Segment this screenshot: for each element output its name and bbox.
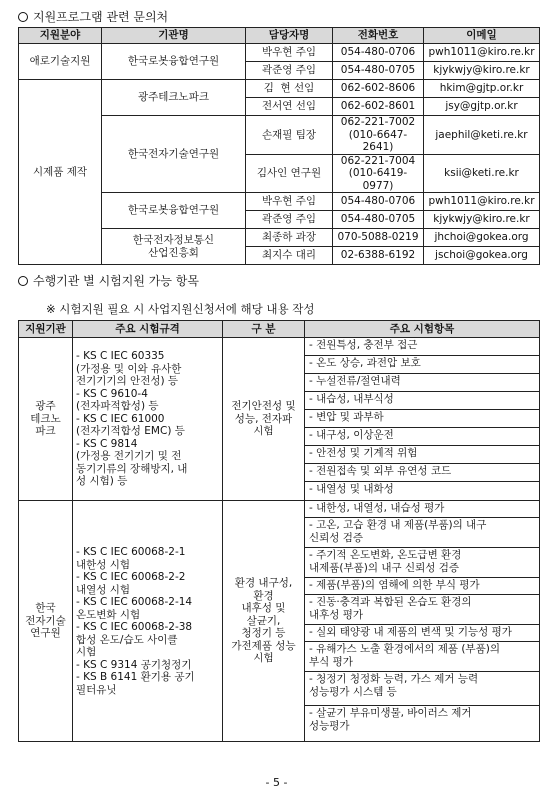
org-cell: 한국전자기술연구원 xyxy=(102,116,246,193)
list-item: - 내습성, 내부식성 xyxy=(305,392,539,410)
list-item: - 실외 태양광 내 제품의 변색 및 기능성 평가 xyxy=(305,625,539,642)
org-cell: 한국로봇융합연구원 xyxy=(102,193,246,229)
list-item: - 변압 및 과부하 xyxy=(305,410,539,428)
table-row xyxy=(19,501,540,742)
list-item: - 살균기 부유미생물, 바이러스 제거 성능평가 xyxy=(309,707,472,732)
list-item: - 전원특성, 충전부 접근 xyxy=(305,338,539,356)
phone-cell: 054-480-0705 xyxy=(333,62,424,80)
list-item: - 전원접속 및 외부 유연성 코드 xyxy=(305,464,539,482)
org-cell: 광주 테크노 파크 xyxy=(19,338,73,501)
phone-cell: 062-602-8601 xyxy=(333,98,424,116)
email-cell[interactable]: jschoi@gokea.org xyxy=(424,247,540,265)
header-category: 구 분 xyxy=(223,321,305,338)
list-item: - 진동·충격과 복합된 온습도 환경의 내후성 평가 xyxy=(305,595,539,625)
name-cell: 곽준영 주임 xyxy=(246,211,333,229)
tests-header-row xyxy=(19,321,540,338)
section1-heading xyxy=(18,8,168,25)
header-org: 지원기관 xyxy=(19,321,73,338)
org-cell: 광주테크노파크 xyxy=(102,80,246,116)
name-cell: 최종하 과장 xyxy=(246,229,333,247)
table-row xyxy=(19,338,540,501)
name-cell: 최지수 대리 xyxy=(246,247,333,265)
name-cell: 박우현 주임 xyxy=(246,44,333,62)
hollow-circle-icon xyxy=(18,12,28,22)
table-row xyxy=(19,80,540,98)
phone-cell: 054-480-0705 xyxy=(333,211,424,229)
email-cell[interactable]: kjykwjy@kiro.re.kr xyxy=(424,211,540,229)
field-cell: 시제품 제작 xyxy=(19,80,102,265)
email-cell[interactable]: jaephil@keti.re.kr xyxy=(424,116,540,155)
contacts-table xyxy=(18,27,540,265)
list-item: - 내열성 및 내화성 xyxy=(309,483,394,495)
header-phone: 전화번호 xyxy=(333,28,424,44)
list-item: - 청정기 청정화 능력, 가스 제거 능력 성능평가 시스템 등 xyxy=(305,672,539,706)
email-cell[interactable]: kjykwjy@kiro.re.kr xyxy=(424,62,540,80)
header-org: 기관명 xyxy=(102,28,246,44)
list-item: - 내구성, 이상운전 xyxy=(305,428,539,446)
org-cell: 한국 전자기술 연구원 xyxy=(19,501,73,742)
section2-heading xyxy=(18,272,199,289)
email-cell[interactable]: pwh1011@kiro.re.kr xyxy=(424,44,540,62)
name-cell: 박우현 주임 xyxy=(246,193,333,211)
name-cell: 김 현 선임 xyxy=(246,80,333,98)
org-cell: 한국로봇융합연구원 xyxy=(102,44,246,80)
list-item: - 제품(부품)의 염해에 의한 부식 평가 xyxy=(305,578,539,595)
email-cell[interactable]: hkim@gjtp.or.kr xyxy=(424,80,540,98)
section2-note: ※ 시험지원 필요 시 사업지원신청서에 해당 내용 작성 xyxy=(46,302,315,316)
hollow-circle-icon xyxy=(18,276,28,286)
category-cell: 환경 내구성, 환경 내후성 및 살균기, 청정기 등 가전제품 성능 시험 xyxy=(223,501,305,742)
list-item: - 내한성, 내열성, 내습성 평가 xyxy=(305,501,539,518)
phone-cell: 054-480-0706 xyxy=(333,193,424,211)
list-item: - 누설전류/절연내력 xyxy=(305,374,539,392)
header-email: 이메일 xyxy=(424,28,540,44)
contacts-header-row xyxy=(19,28,540,44)
email-cell[interactable]: jsy@gjtp.or.kr xyxy=(424,98,540,116)
page-number: - 5 - xyxy=(265,776,288,789)
phone-cell: 070-5088-0219 xyxy=(333,229,424,247)
standards-cell: - KS C IEC 60335 (가정용 및 이와 유사한 전기기기의 안전성) 등 - KS C 9610-4 (전자파적합성) 등 - KS C IEC 61000 (전자기적합성 EMC) 등 - KS C 9814 (가정용 전기기기 및 전 동기기류의 장해방지, 내 성 시험) 등 xyxy=(73,338,223,501)
items-cell xyxy=(305,338,540,501)
header-items: 주요 시험항목 xyxy=(305,321,540,338)
section2-title: 수행기관 별 시험지원 가능 항목 xyxy=(33,274,199,288)
name-cell: 손재필 팀장 xyxy=(246,116,333,155)
name-cell: 전서연 선임 xyxy=(246,98,333,116)
list-item: - 안전성 및 기계적 위험 xyxy=(305,446,539,464)
name-cell: 곽준영 주임 xyxy=(246,62,333,80)
phone-cell: 062-602-8606 xyxy=(333,80,424,98)
phone-cell: 062-221-7002 (010-6647-2641) xyxy=(333,116,424,155)
header-name: 담당자명 xyxy=(246,28,333,44)
list-item: - 고온, 고습 환경 내 제품(부품)의 내구 신뢰성 검증 xyxy=(305,518,539,548)
phone-cell: 054-480-0706 xyxy=(333,44,424,62)
phone-cell: 062-221-7004 (010-6419-0977) xyxy=(333,154,424,193)
field-cell: 애로기술지원 xyxy=(19,44,102,80)
email-cell[interactable]: pwh1011@kiro.re.kr xyxy=(424,193,540,211)
standards-cell: - KS C IEC 60068-2-1 내한성 시험 - KS C IEC 60068-2-2 내열성 시험 - KS C IEC 60068-2-14 온도변화 시험 - KS C IEC 60068-2-38 합성 온도/습도 사이클 시험 - KS C 9314 공기청정기 - KS B 6141 환기용 공기 필터유닛 xyxy=(73,501,223,742)
org-cell: 한국전자정보통신 산업진흥회 xyxy=(102,229,246,265)
name-cell: 김사인 연구원 xyxy=(246,154,333,193)
header-standards: 주요 시험규격 xyxy=(73,321,223,338)
header-field: 지원분야 xyxy=(19,28,102,44)
section1-title: 지원프로그램 관련 문의처 xyxy=(33,10,169,24)
category-cell: 전기안전성 및 성능, 전자파 시험 xyxy=(223,338,305,501)
table-row xyxy=(19,44,540,62)
phone-cell: 02-6388-6192 xyxy=(333,247,424,265)
items-cell xyxy=(305,501,540,742)
list-item: - 주기적 온도변화, 온도급변 환경 내제품(부품)의 내구 신뢰성 검증 xyxy=(305,548,539,578)
email-cell[interactable]: jhchoi@gokea.org xyxy=(424,229,540,247)
test-items-table xyxy=(18,320,540,742)
list-item: - 온도 상승, 과전압 보호 xyxy=(305,356,539,374)
list-item: - 유해가스 노출 환경에서의 제품 (부품)의 부식 평가 xyxy=(305,642,539,672)
email-cell[interactable]: ksii@keti.re.kr xyxy=(424,154,540,193)
